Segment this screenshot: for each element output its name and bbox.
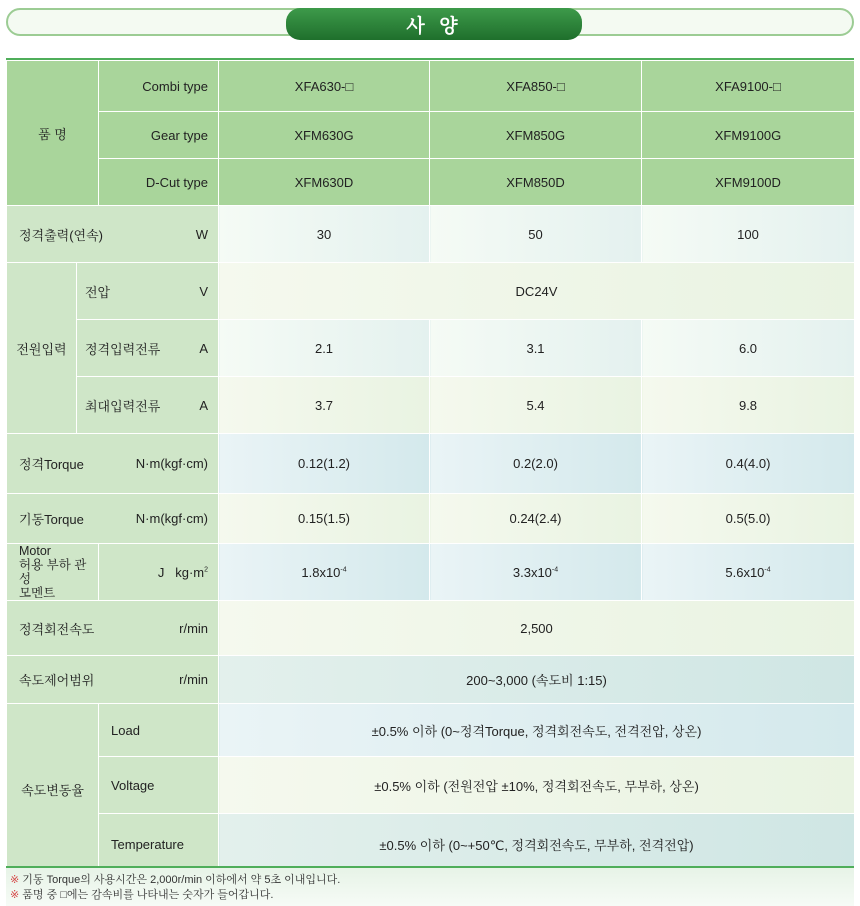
voltage-var-value: ±0.5% 이하 (전원전압 ±10%, 정격회전속도, 무부하, 상온)	[219, 757, 855, 814]
value-cell: 9.8	[642, 377, 855, 434]
value-cell: 30	[219, 206, 430, 263]
value-cell: $3.3x10^{-4}$	[430, 544, 642, 601]
table-row-speed-range	[7, 656, 855, 704]
rated-torque-label: 정격Torque	[19, 457, 84, 472]
inertia-label-line: 허용 부하 관성	[19, 558, 87, 586]
value-cell: 0.2(2.0)	[430, 434, 642, 494]
start-torque-label: 기동Torque	[19, 512, 84, 527]
table-row-speed-voltage	[7, 757, 855, 814]
rated-current-label: 정격입력전류	[85, 341, 161, 357]
model-cell: XFA630-□	[219, 61, 430, 112]
max-current-unit: A	[199, 397, 209, 413]
rated-output-unit: W	[195, 226, 209, 242]
voltage-label: 전압	[85, 284, 111, 300]
table-row-rated-speed	[7, 601, 855, 656]
table-row-rated-output	[7, 206, 855, 263]
value-cell: 0.12(1.2)	[219, 434, 430, 494]
gear-type-label: Gear type	[99, 112, 219, 159]
speed-range-label: 속도제어범위	[19, 673, 95, 688]
rated-speed-unit: r/min	[179, 620, 209, 636]
voltage-var-label: Voltage	[99, 757, 219, 814]
model-cell: XFM850D	[430, 159, 642, 206]
table-row-combi	[7, 61, 855, 112]
inertia-label-line: Motor	[19, 544, 51, 558]
value-cell: 0.15(1.5)	[219, 494, 430, 544]
model-cell: XFA9100-□	[642, 61, 855, 112]
table-row-voltage	[7, 263, 855, 320]
table-row-rated-current	[7, 320, 855, 377]
title-banner	[6, 8, 854, 36]
dcut-type-label: D-Cut type	[99, 159, 219, 206]
rated-current-unit: A	[199, 340, 209, 356]
value-cell: 0.5(5.0)	[642, 494, 855, 544]
rated-speed-label: 정격회전속도	[19, 621, 95, 637]
value-cell: 6.0	[642, 320, 855, 377]
speed-variation-label: 속도변동율	[7, 704, 99, 875]
table-row-max-current	[7, 377, 855, 434]
rated-output-label: 정격출력(연속)	[19, 227, 104, 243]
voltage-value: DC24V	[219, 263, 855, 320]
table-row-inertia	[7, 544, 855, 601]
footnote: ※ 기동 Torque의 사용시간은 2,000r/min 이하에서 약 5초 이내입니다.	[10, 874, 341, 886]
voltage-unit: V	[199, 283, 209, 299]
max-current-label: 최대입력전류	[85, 398, 161, 414]
load-value: ±0.5% 이하 (0~정격Torque, 정격회전속도, 전격전압, 상온)	[219, 704, 855, 757]
value-cell: 0.24(2.4)	[430, 494, 642, 544]
footnote: ※ 품명 중 □에는 감속비를 나타내는 숫자가 들어갑니다.	[10, 889, 274, 901]
value-cell: 5.4	[430, 377, 642, 434]
model-cell: XFM9100D	[642, 159, 855, 206]
value-cell: 3.1	[430, 320, 642, 377]
model-cell: XFM850G	[430, 112, 642, 159]
table-row-rated-torque	[7, 434, 855, 494]
value-cell: 0.4(4.0)	[642, 434, 855, 494]
table-row-gear	[7, 112, 855, 159]
value-cell: 2.1	[219, 320, 430, 377]
value-cell: 50	[430, 206, 642, 263]
speed-range-unit: r/min	[179, 672, 209, 687]
table-row-dcut	[7, 159, 855, 206]
power-input-label: 전원입력	[7, 263, 77, 434]
bottom-divider	[6, 866, 854, 868]
value-cell: $5.6x10^{-4}$	[642, 544, 855, 601]
value-cell: $1.8x10^{-4}$	[219, 544, 430, 601]
table-row-speed-load	[7, 704, 855, 757]
rated-torque-unit: N·m(kgf·cm)	[135, 456, 209, 471]
temperature-label: Temperature	[99, 814, 219, 875]
model-cell: XFA850-□	[430, 61, 642, 112]
rated-speed-value: 2,500	[219, 601, 855, 656]
page-title: 사 양	[286, 8, 582, 40]
spec-table	[6, 60, 854, 875]
load-label: Load	[99, 704, 219, 757]
temperature-value: ±0.5% 이하 (0~+50℃, 정격회전속도, 무부하, 전격전압)	[219, 814, 855, 875]
start-torque-unit: N·m(kgf·cm)	[135, 511, 209, 526]
value-cell: 3.7	[219, 377, 430, 434]
value-cell: 100	[642, 206, 855, 263]
model-cell: XFM630D	[219, 159, 430, 206]
model-cell: XFM9100G	[642, 112, 855, 159]
footnotes	[6, 866, 854, 906]
model-cell: XFM630G	[219, 112, 430, 159]
product-name-label: 품 명	[7, 61, 99, 206]
speed-range-value: 200~3,000 (속도비 1:15)	[219, 656, 855, 704]
combi-type-label: Combi type	[99, 61, 219, 112]
inertia-label-line: 모멘트	[19, 586, 56, 600]
inertia-unit: J $kg\cdot m^2$	[99, 544, 219, 601]
table-row-start-torque	[7, 494, 855, 544]
